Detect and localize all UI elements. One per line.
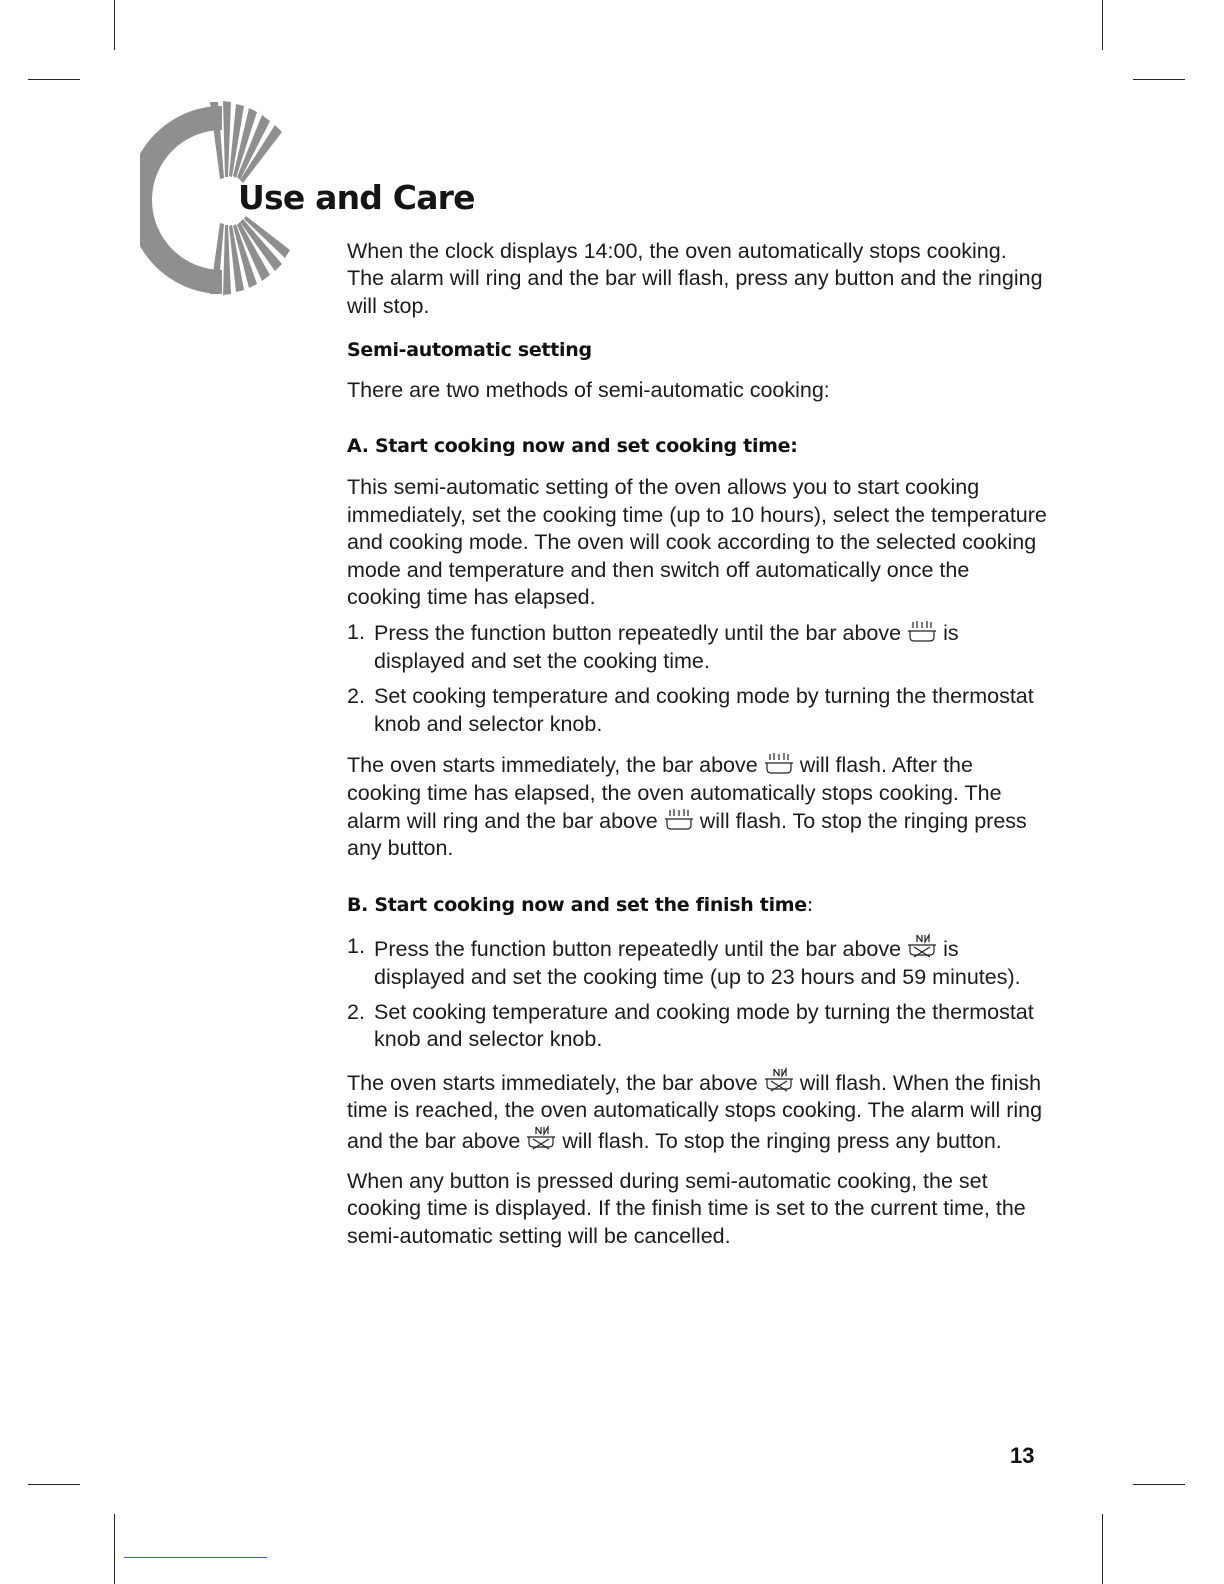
step-text-before: Press the function button repeatedly until the bar above <box>374 937 902 962</box>
step-text-after: is displayed and set the cooking time (up to 23 hours and 59 minutes). <box>374 937 1021 989</box>
section-b-heading-colon: : <box>806 893 813 916</box>
crop-mark-left-bottom <box>28 1484 80 1485</box>
step-text: Set cooking temperature and cooking mode by turning the thermostat knob and selector knob. <box>374 684 1034 736</box>
section-b-closing: When any button is pressed during semi-automatic cooking, the set cooking time is displayed. If the finish time is set to the current time, the semi-automatic setting will be cancelled. <box>347 1168 1026 1248</box>
step-text: Set cooking temperature and cooking mode by turning the thermostat knob and selector knob. <box>374 999 1034 1052</box>
outro-text-3: will flash. To stop the ringing press any button. <box>562 1128 1002 1153</box>
finish-time-icon <box>762 1067 796 1093</box>
step-number: 2. <box>347 999 365 1024</box>
crop-mark-right-top <box>1133 79 1185 80</box>
semi-automatic-intro: There are two methods of semi-automatic cooking: <box>347 377 830 402</box>
semi-automatic-heading: Semi-automatic setting <box>347 339 592 362</box>
section-a-step-1 <box>347 619 1047 675</box>
footer-line <box>124 1557 267 1558</box>
section-b-step-2 <box>347 999 1047 1054</box>
page-title: Use and Care <box>238 178 475 217</box>
step-number: 2. <box>347 684 365 709</box>
outro-text-1: The oven starts immediately, the bar above <box>347 1070 758 1095</box>
section-b-outro <box>347 1067 1047 1155</box>
intro-paragraph: When the clock displays 14:00, the oven automatically stops cooking. The alarm will ring and the bar will flash, press any button and the ringing will stop. <box>347 239 1043 318</box>
outro-text-3: will flash. To stop the ringing press any button. <box>347 808 1027 861</box>
page-number: 13 <box>1010 1443 1035 1468</box>
finish-time-icon <box>524 1125 558 1151</box>
step-text-before: Press the function button repeatedly until the bar above <box>374 621 902 646</box>
section-b-step-1 <box>347 933 1047 991</box>
finish-time-icon <box>905 933 939 959</box>
crop-mark-bottom-left <box>114 1514 115 1584</box>
section-a-heading: A. Start cooking now and set cooking time: <box>347 435 798 458</box>
crop-mark-bottom-right <box>1102 1514 1103 1584</box>
section-a-description: This semi-automatic setting of the oven allows you to start cooking immediately, set the cooking time (up to 10 hours), select the temperature and cooking mode. The oven will cook according to the selected cooking mode and temperature and then switch off automatically once the cooking time has elapsed. <box>347 475 1047 610</box>
section-a-step-2 <box>347 683 1047 738</box>
section-a-outro <box>347 751 1047 863</box>
step-text-after: is displayed and set the cooking time. <box>374 621 959 673</box>
section-b-heading-text: B. Start cooking now and set the finish time <box>347 893 807 916</box>
step-number: 1. <box>347 620 365 645</box>
outro-text-2: will flash. After the cooking time has elapsed, the oven automatically stops cooking. The alarm will ring and the bar above <box>347 753 1002 833</box>
step-number: 1. <box>347 934 365 959</box>
crop-mark-top-right <box>1102 0 1103 50</box>
cooking-time-pot-icon <box>905 619 939 643</box>
document-body <box>347 238 1047 1250</box>
crop-mark-right-bottom <box>1133 1484 1185 1485</box>
cooking-time-pot-icon <box>762 751 796 775</box>
crop-mark-top-left <box>114 0 115 50</box>
cooking-time-pot-icon <box>662 807 696 831</box>
section-b-heading <box>347 892 1047 919</box>
outro-text-2: will flash. When the finish time is reached, the oven automatically stops cooking. The alarm will ring and the bar above <box>347 1070 1043 1153</box>
crop-mark-left-top <box>28 79 80 80</box>
outro-text-1: The oven starts immediately, the bar above <box>347 753 758 778</box>
